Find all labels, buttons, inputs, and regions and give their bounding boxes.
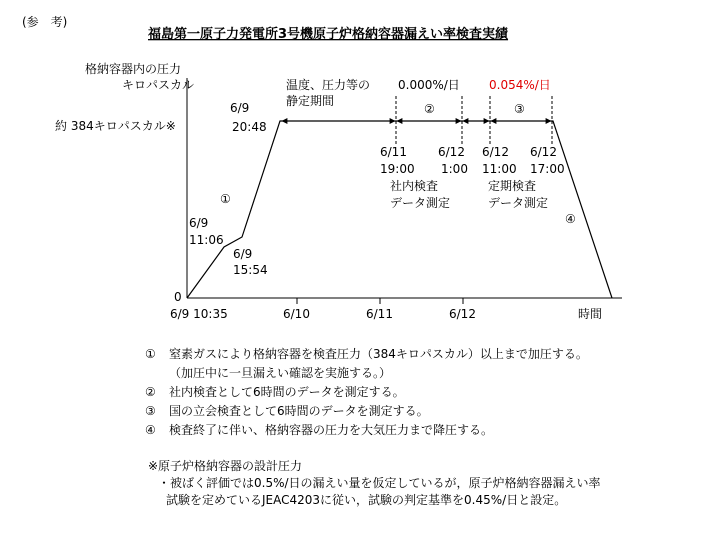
note-row xyxy=(145,383,588,402)
time-annotation: 19:00 xyxy=(380,162,415,176)
x-tick-label: 6/9 10:35 xyxy=(170,307,228,321)
y-axis-label: 格納容器内の圧力 xyxy=(85,62,182,76)
note-text: 国の立会検査として6時間のデータを測定する。 xyxy=(169,404,429,418)
x-axis-label: 時間 xyxy=(578,307,603,321)
note-row xyxy=(145,364,588,383)
phase-marker-2: ② xyxy=(424,102,435,116)
pressure-label: 約 384キロパスカル※ xyxy=(55,119,176,133)
note-text: 社内検査として6時間のデータを測定する。 xyxy=(169,385,405,399)
note-text: （加圧中に一旦漏えい確認を実施する。） xyxy=(169,366,392,380)
time-annotation: 6/12 xyxy=(482,145,509,159)
time-annotation: 6/12 xyxy=(438,145,465,159)
periodic-check-label: 定期検査 xyxy=(488,179,537,193)
static-period-label: 温度、圧力等の xyxy=(286,78,371,92)
phase-marker-4: ④ xyxy=(565,212,576,226)
note-number: ④ xyxy=(145,423,156,437)
x-tick-label: 6/11 xyxy=(366,307,393,321)
design-note-title: ※原子炉格納容器の設計圧力 xyxy=(148,459,303,473)
note-number: ③ xyxy=(145,404,156,418)
time-annotation: 6/11 xyxy=(380,145,407,159)
rate-label-internal: 0.000%/日 xyxy=(398,78,460,92)
time-annotation: 11:00 xyxy=(482,162,517,176)
internal-check-label: 社内検査 xyxy=(390,179,439,193)
time-annotation: 20:48 xyxy=(232,120,267,134)
step-notes xyxy=(145,345,588,440)
time-annotation: 6/12 xyxy=(530,145,557,159)
y-axis-unit: キロパスカル xyxy=(122,78,195,92)
internal-check-label: データ測定 xyxy=(390,196,451,210)
note-row xyxy=(145,402,588,421)
reference-label: (参 考) xyxy=(22,15,68,29)
note-row xyxy=(145,421,588,440)
page-title: 福島第一原子力発電所3号機原子炉格納容器漏えい率検査実績 xyxy=(148,27,509,42)
phase-marker-3: ③ xyxy=(514,102,525,116)
note-row xyxy=(145,345,588,364)
time-annotation: 15:54 xyxy=(233,263,268,277)
rate-label-periodic: 0.054%/日 xyxy=(489,78,551,92)
x-tick-label: 6/10 xyxy=(283,307,310,321)
note-text: 検査終了に伴い、格納容器の圧力を大気圧力まで降圧する。 xyxy=(169,423,494,437)
design-note-line: ・被ばく評価では0.5%/日の漏えい量を仮定しているが，原子炉格納容器漏えい率 xyxy=(158,476,601,490)
phase-marker-1: ① xyxy=(220,192,231,206)
time-annotation: 17:00 xyxy=(530,162,565,176)
static-period-label: 静定期間 xyxy=(286,94,335,108)
y-origin-label: 0 xyxy=(174,290,182,304)
time-annotation: 6/9 xyxy=(230,101,250,115)
periodic-check-label: データ測定 xyxy=(488,196,549,210)
design-note-line: 試験を定めているJEAC4203に従い，試験の判定基準を0.45%/日と設定。 xyxy=(166,493,567,507)
design-pressure-note xyxy=(148,458,601,509)
time-annotation: 6/9 xyxy=(189,216,209,230)
x-tick-label: 6/12 xyxy=(449,307,476,321)
time-annotation: 11:06 xyxy=(189,233,224,247)
time-annotation: 6/9 xyxy=(233,247,253,261)
note-number: ① xyxy=(145,347,156,361)
note-text: 窒素ガスにより格納容器を検査圧力（384キロパスカル）以上まで加圧する。 xyxy=(169,347,588,361)
time-annotation: 1:00 xyxy=(441,162,468,176)
note-number: ② xyxy=(145,385,156,399)
